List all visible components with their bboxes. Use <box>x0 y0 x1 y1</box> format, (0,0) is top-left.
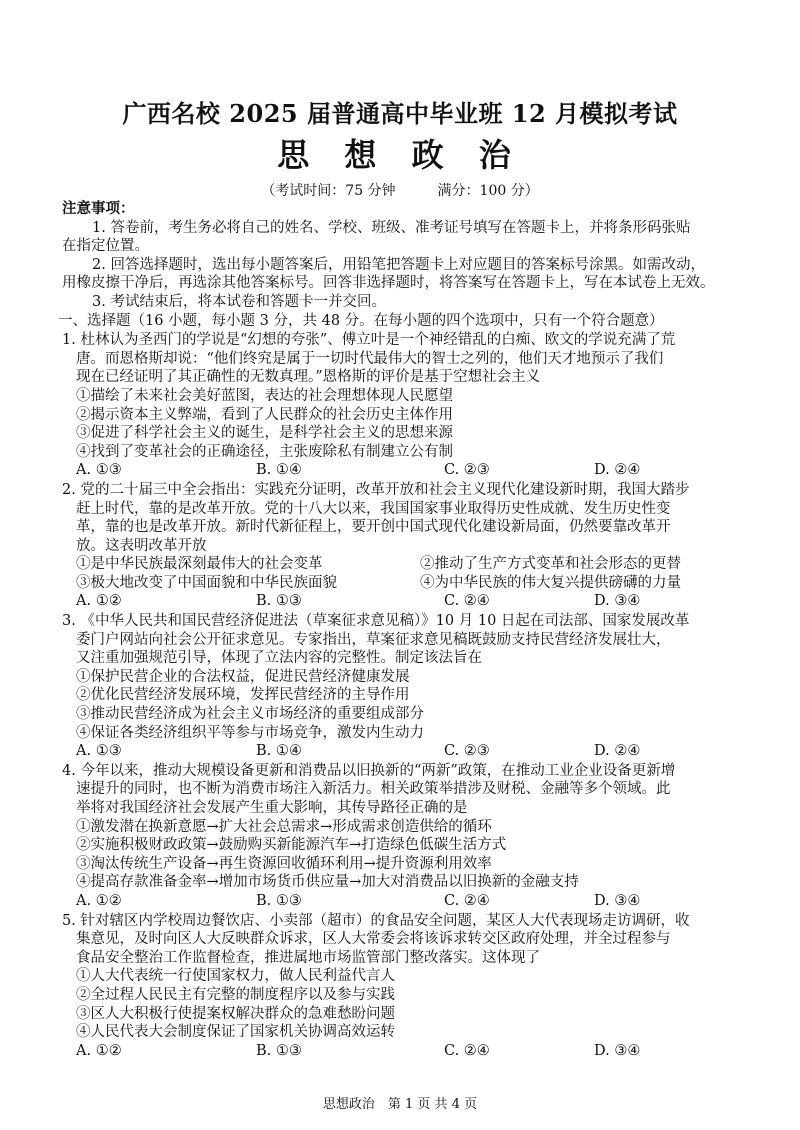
answer-c: C. ②③ <box>444 462 490 479</box>
question-stem-line: 3. 《中华人民共和国民营经济促进法（草案征求意见稿）》10 月 10 日起在司法部、国家发展改革 <box>62 613 690 630</box>
option-1: ①保护民营企业的合法权益，促进民营经济健康发展 <box>76 668 410 685</box>
exam-title: 广西名校 2025 届普通高中毕业班 12 月模拟考试 <box>122 99 678 128</box>
question-stem-line: 赶上时代，靠的是改革开放。党的十八大以来，我国国家事业取得历史性成就、发生历史性变 <box>76 500 671 517</box>
option-1: ①人大代表统一行使国家权力，做人民利益代言人 <box>76 968 395 985</box>
exam-info: （考试时间：75 分钟 满分：100 分） <box>261 183 539 199</box>
question-stem-line: 举将对我国经济社会发展产生重大影响，其传导路径正确的是 <box>76 800 468 816</box>
option-1: ①描绘了未来社会美好蓝图，表达的社会理想体现人民愿望 <box>76 387 453 404</box>
answer-d: D. ③④ <box>594 593 641 610</box>
option-3: ③促进了科学社会主义的诞生，是科学社会主义的思想来源 <box>76 425 453 442</box>
answer-choices <box>62 892 774 911</box>
exam-content <box>58 200 774 1060</box>
option-4: ④保证各类经济组织平等参与市场竞争，激发内生动力 <box>76 724 424 741</box>
answer-d: D. ③④ <box>594 892 641 909</box>
answer-choices <box>62 1042 774 1061</box>
answer-c: C. ②④ <box>444 892 490 909</box>
question-stem-line: 4. 今年以来，推动大规模设备更新和消费品以旧换新的“两新”政策，在推动工业企业设备更新增 <box>62 762 676 779</box>
question-5 <box>62 912 774 1061</box>
answer-b: B. ①③ <box>256 593 302 610</box>
answer-d: D. ③④ <box>594 1042 641 1059</box>
section-title: 一、选择题（16 小题，每小题 3 分，共 48 分。在每小题的四个选项中，只有一个符合题意） <box>58 312 664 329</box>
answer-b: B. ①④ <box>256 462 302 479</box>
exam-subject: 思 想 政 治 <box>277 136 523 174</box>
question-2 <box>62 481 774 611</box>
question-stem-line: 2. 党的二十届三中全会指出：实践充分证明，改革开放和社会主义现代化建设新时期，我国大踏步 <box>62 481 690 498</box>
answer-d: D. ②④ <box>594 462 641 479</box>
answer-choices <box>62 461 774 480</box>
answer-b: B. ①③ <box>256 1042 302 1059</box>
option-4: ④提高存款准备金率→增加市场货币供应量→加大对消费品以旧换新的金融支持 <box>76 874 579 891</box>
option-4: ④人民代表大会制度保证了国家机关协调高效运转 <box>76 1024 395 1041</box>
question-stem-line: 现在已经证明了其正确性的无数真理。”恩格斯的评价是基于空想社会主义 <box>76 369 541 386</box>
page-footer: 思想政治 第 1 页 共 4 页 <box>322 1097 478 1112</box>
option-2: ②实施积极财政政策→鼓励购买新能源汽车→打造绿色低碳生活方式 <box>76 837 507 854</box>
answer-c: C. ②④ <box>444 1042 490 1059</box>
question-stem-line: 放。这表明改革开放 <box>76 537 207 554</box>
options-grid <box>62 555 774 592</box>
question-stem-line: 食品安全整治工作监督检查，推进属地市场监管部门整改落实。这体现了 <box>76 949 540 966</box>
answer-choices <box>62 742 774 761</box>
question-stem-line: 又注重加强规范引导，体现了立法内容的完整性。制定该法旨在 <box>76 650 482 667</box>
answer-b: B. ①④ <box>256 743 302 760</box>
option-1: ①激发潜在换新意愿→扩大社会总需求→形成需求创造供给的循环 <box>76 818 492 835</box>
answer-b: B. ①③ <box>256 892 302 909</box>
question-stem-line: 1. 杜林认为圣西门的学说是“幻想的夸张”、傅立叶是一个神经错乱的白痴、欧文的学说充满了荒 <box>62 332 676 349</box>
answer-a: A. ①③ <box>76 743 122 760</box>
option-2: ②全过程人民民主有完整的制度程序以及参与实践 <box>76 986 395 1003</box>
notes-item-1: 1. 答卷前，考生务必将自己的姓名、学校、班级、准考证号填写在答题卡上，并将条形码张贴 在指定位置。 <box>62 219 691 255</box>
question-stem-line: 集意见，及时向区人大反映群众诉求，区人大常委会将该诉求转交区政府处理，并全过程参与 <box>76 931 671 948</box>
question-stem-line: 速提升的同时，也不断为消费市场注入新活力。相关政策举措涉及财税、金融等多个领域。此 <box>76 781 671 798</box>
option-3: ③推动民营经济成为社会主义市场经济的重要组成部分 <box>76 706 424 723</box>
question-stem-line: 委门户网站向社会公开征求意见。专家指出，草案征求意见稿既鼓励支持民营经济发展壮大， <box>76 631 671 648</box>
option-4: ④找到了变革社会的正确途径，主张废除私有制建立公有制 <box>76 443 453 460</box>
answer-c: C. ②③ <box>444 743 490 760</box>
answer-a: A. ①③ <box>76 462 122 479</box>
answer-a: A. ①② <box>76 1042 122 1059</box>
question-stem-line: 革，靠的也是改革开放。新时代新征程上，要开创中国式现代化建设新局面，仍然要靠改革开 <box>76 519 671 536</box>
question-3 <box>62 612 774 761</box>
question-1 <box>62 331 774 480</box>
question-stem-line: 唐。而恩格斯却说：“他们终究是属于一切时代最伟大的智士之列的，他们天才地预示了我们 <box>76 350 664 367</box>
option-2: ②优化民营经济发展环境，发挥民营经济的主导作用 <box>76 687 410 704</box>
notes-item-3: 3. 考试结束后，将本试卷和答题卡一并交回。 <box>92 293 386 310</box>
option-2: ②推动了生产方式变革和社会形态的更替 <box>420 556 681 573</box>
question-4 <box>62 762 774 911</box>
option-1: ①是中华民族最深刻最伟大的社会变革 <box>76 556 323 573</box>
notes-heading: 注意事项： <box>62 200 135 217</box>
option-4: ④为中华民族的伟大复兴提供磅礴的力量 <box>420 574 681 591</box>
answer-choices <box>62 592 774 611</box>
option-2: ②揭示资本主义弊端，看到了人民群众的社会历史主体作用 <box>76 406 453 423</box>
answer-d: D. ②④ <box>594 743 641 760</box>
option-3: ③极大地改变了中国面貌和中华民族面貌 <box>76 574 337 591</box>
answer-c: C. ②④ <box>444 593 490 610</box>
notes-item-2: 2. 回答选择题时，选出每小题答案后，用铅笔把答题卡上对应题目的答案标号涂黑。如需改动， 用橡皮擦干净后，再选涂其他答案标号。回答非选择题时，将答案写在答题卡上，写在本试卷上无效。 <box>62 256 715 292</box>
option-3: ③淘汰传统生产设备→再生资源回收循环利用→提升资源利用效率 <box>76 855 492 872</box>
question-stem-line: 5. 针对辖区内学校周边餐饮店、小卖部（超市）的食品安全问题，某区人大代表现场走访调研，收 <box>62 912 690 929</box>
option-3: ③区人大积极行使提案权解决群众的急难愁盼问题 <box>76 1005 395 1022</box>
answer-a: A. ①② <box>76 892 122 909</box>
answer-a: A. ①② <box>76 593 122 610</box>
